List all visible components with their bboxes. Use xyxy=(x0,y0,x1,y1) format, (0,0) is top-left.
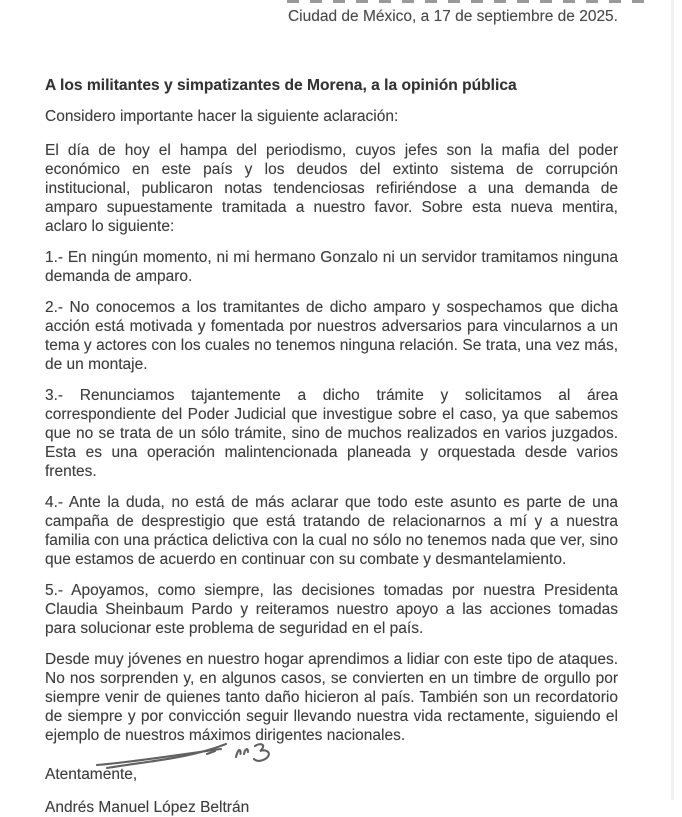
letter-paragraph-5: 4.- Ante la duda, no está de más aclarar que todo este asunto es parte de una campaña de desprestigio que está tratando de relacionarnos a mí y a nuestra familia con una práctica delictiva con la cual no sólo no tenemos nada que ver, sino que estamos de acuerdo en continuar con su combate y desmantelamiento. xyxy=(45,494,618,568)
letter-paragraph-4: 3.- Renunciamos tajantemente a dicho trámite y solicitamos al área correspondiente del Poder Judicial que investigue sobre el caso, ya que sabemos que no se trata de un sólo trámite, sino de muchos realizados en varios juzgados. Esta es una operación malintencionada planeada y orquestada desde varios frentes. xyxy=(45,387,618,480)
letter-paragraph-1: El día de hoy el hampa del periodismo, cuyos jefes son la mafia del poder económico en este país y los deudos del extinto sistema de corrupción institucional, publicaron notas tendenciosas refiriéndose a una demanda de amparo supuestamente tramitada a nuestro favor. Sobre esta nueva mentira, aclaro lo siguiente: xyxy=(45,142,618,235)
closing-line: Atentamente, xyxy=(45,766,138,783)
page-edge-line xyxy=(671,0,674,800)
letter-paragraph-7: Desde muy jóvenes en nuestro hogar aprendimos a lidiar con este tipo de ataques. No nos sorprenden y, en algunos casos, se convierten en un timbre de orgullo por siempre venir de quienes tanto daño hicieron al país. También son un recordatorio de siempre y por convicción seguir llevando nuestra vida rectamente, siguiendo el ejemplo de nuestros máximos dirigentes nacionales. xyxy=(45,651,618,744)
letter-content xyxy=(45,0,618,817)
date-line: Ciudad de México, a 17 de septiembre de 2025. xyxy=(287,8,618,25)
letter-paragraph-2: 1.- En ningún momento, ni mi hermano Gonzalo ni un servidor tramitamos ninguna demanda de amparo. xyxy=(45,249,618,285)
letter-paragraph-3: 2.- No conocemos a los tramitantes de dicho amparo y sospechamos que dicha acción está motivada y fomentada por nuestros adversarios para vincularnos a un tema y actores con los cuales no tenemos ninguna relación. Se trata, una vez más, de un montaje. xyxy=(45,299,618,373)
intro-line: Considero importante hacer la siguiente aclaración: xyxy=(45,108,399,125)
signatory-name: Andrés Manuel López Beltrán xyxy=(45,799,250,816)
letter-heading: A los militantes y simpatizantes de Morena, a la opinión pública xyxy=(45,77,517,94)
handwritten-signature xyxy=(95,737,280,771)
letter-paragraph-6: 5.- Apoyamos, como siempre, las decisiones tomadas por nuestra Presidenta Claudia Sheinbaum Pardo y reiteramos nuestro apoyo a las acciones tomadas para solucionar este problema de seguridad en el país. xyxy=(45,582,618,637)
